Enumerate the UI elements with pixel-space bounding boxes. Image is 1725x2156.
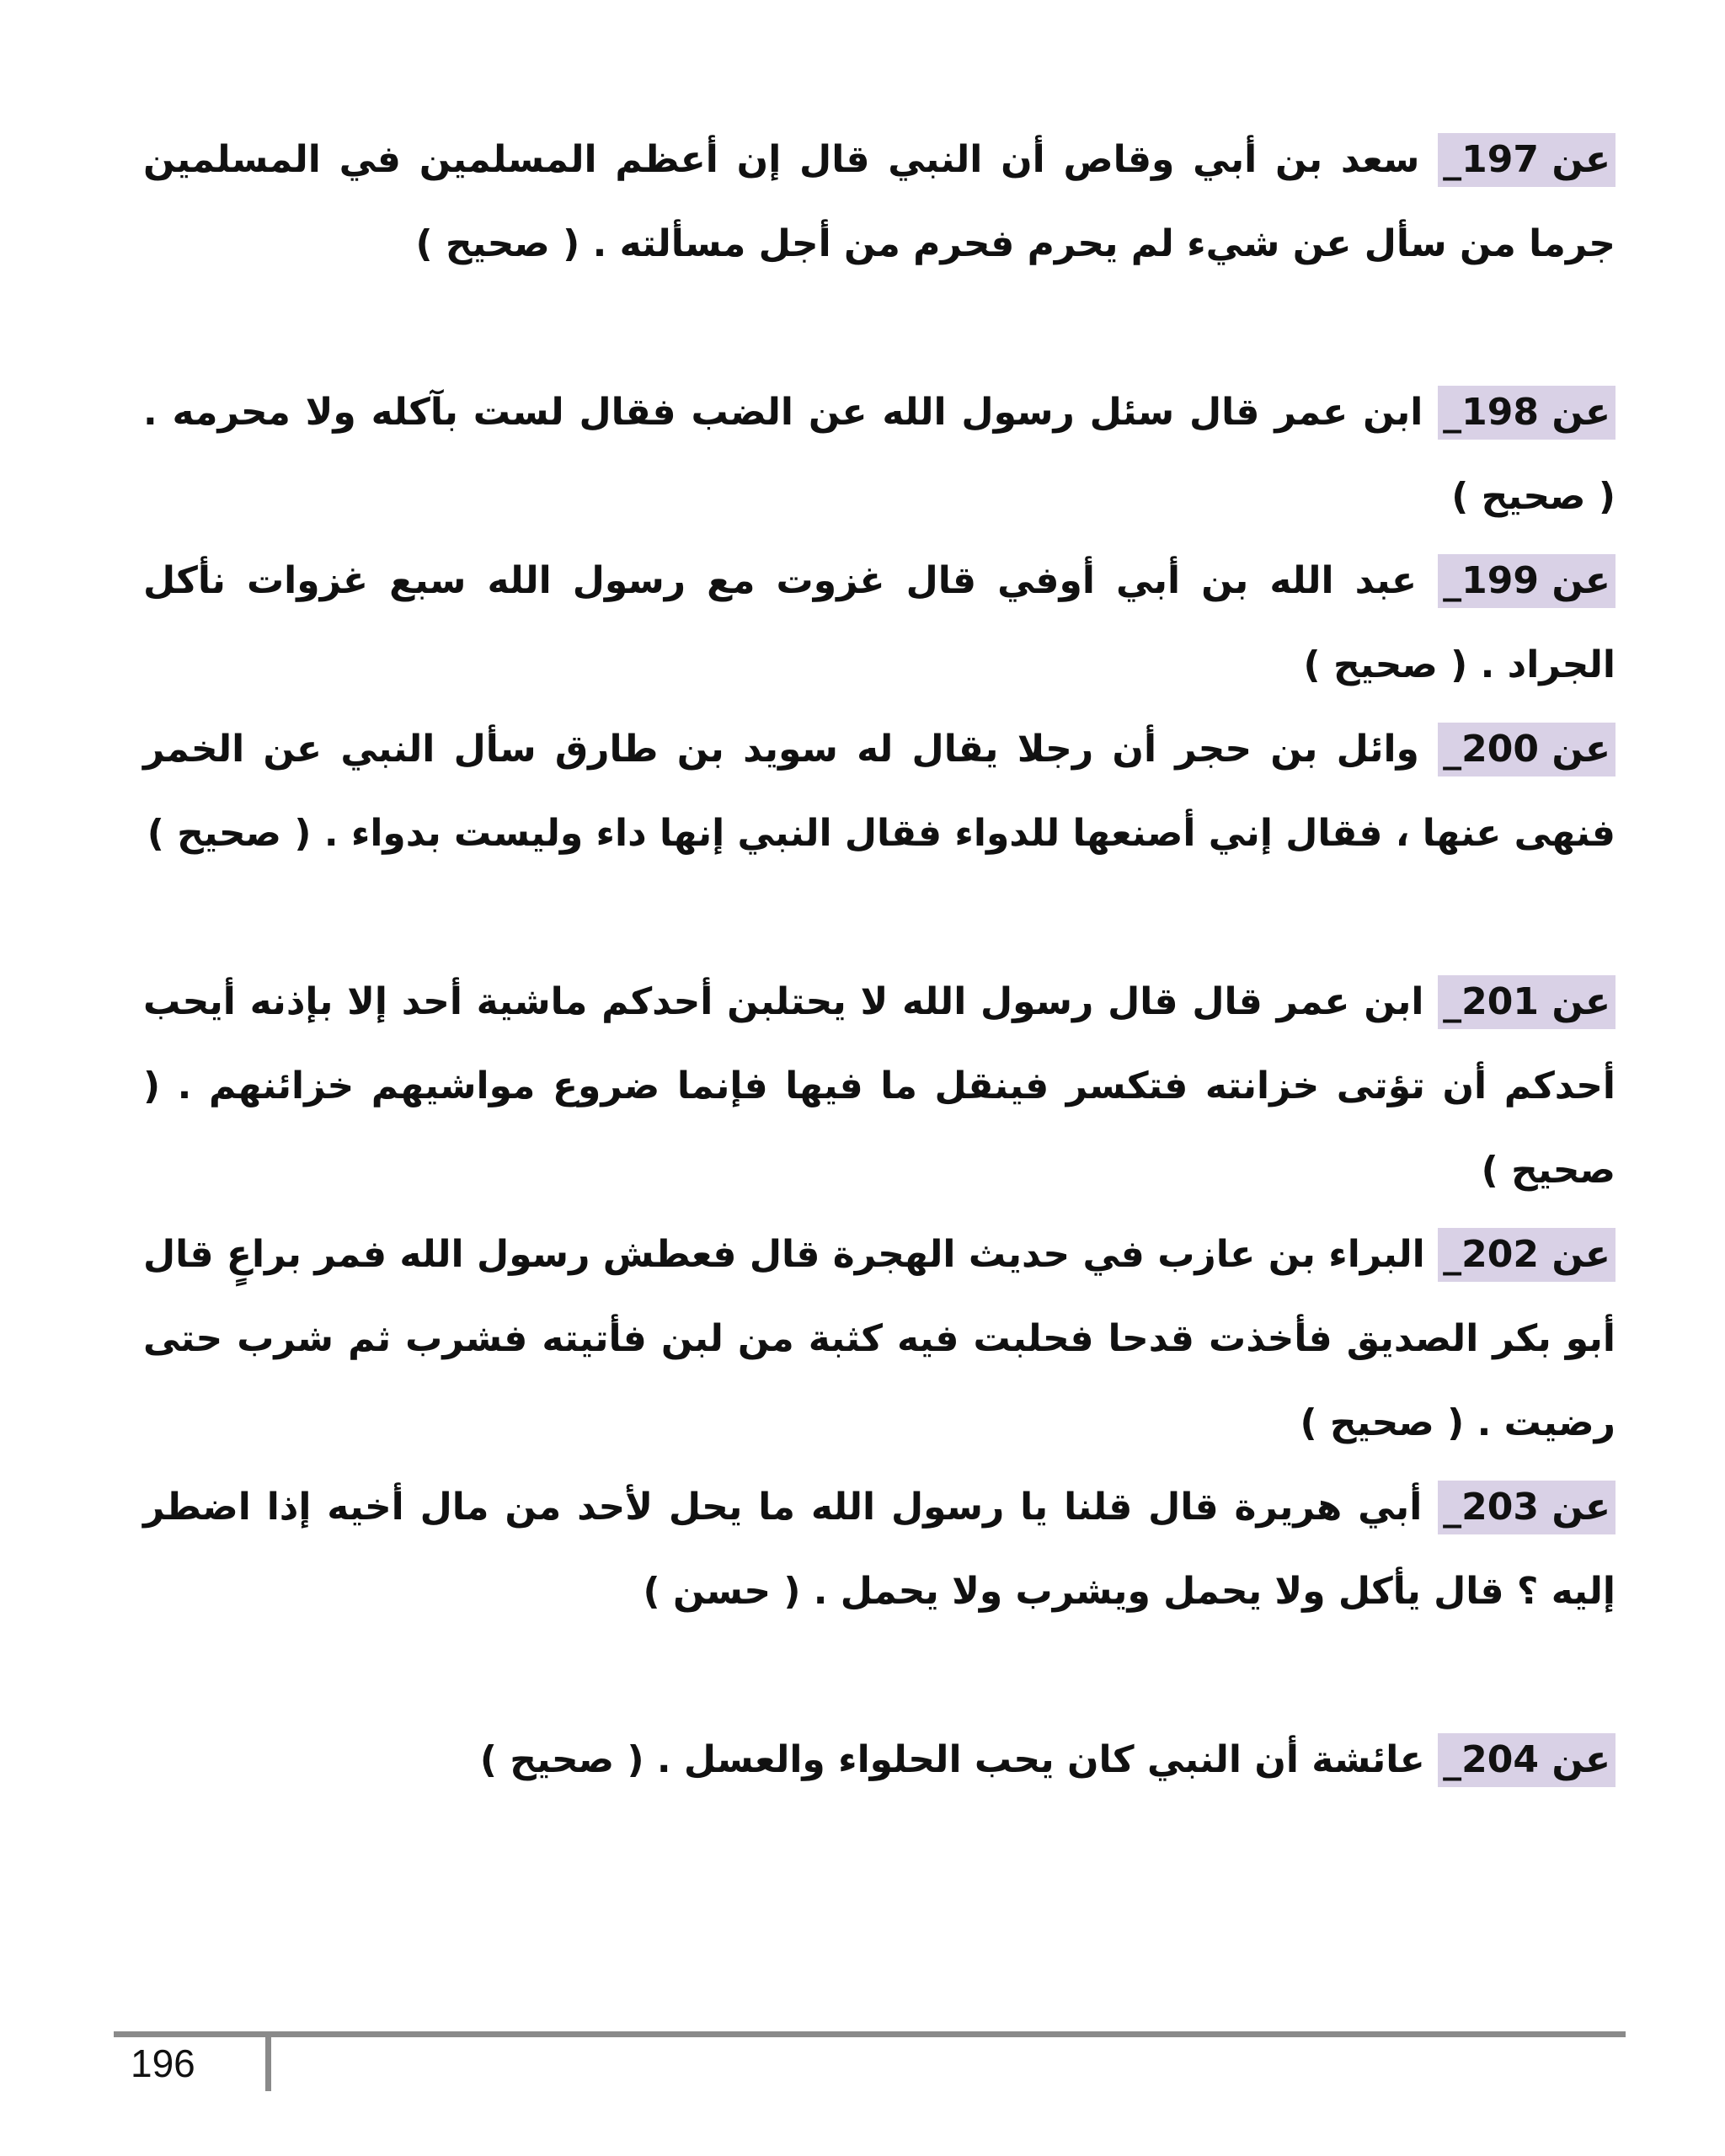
hadith-number-highlight — [1438, 975, 1616, 1029]
hadith-number-highlight — [1438, 554, 1616, 608]
hadith-198 — [143, 371, 1616, 539]
footer-divider-tick — [265, 2037, 271, 2091]
hadith-201 — [143, 960, 1616, 1213]
page-number: 196 — [131, 2041, 195, 2085]
hadith-text: سعد بن أبي وقاص أن النبي قال إن أعظم المسلمين في المسلمين جرما من سأل عن شيء لم يحرم فحرم من أجل مسألته . ( صحيح ) — [143, 138, 1616, 265]
hadith-number-highlight — [1438, 723, 1616, 776]
hadith-199 — [143, 539, 1616, 707]
hadith-text: أبي هريرة قال قلنا يا رسول الله ما يحل لأحد من مال أخيه إذا اضطر إليه ؟ قال يأكل ولا يحمل ويشرب ولا يحمل . ( حسن ) — [143, 1486, 1616, 1613]
hadith-prefix: عن — [1551, 1738, 1610, 1781]
hadith-prefix: عن — [1551, 1233, 1610, 1276]
hadith-prefix: عن — [1551, 1486, 1610, 1529]
hadith-text: عبد الله بن أبي أوفي قال غزوت مع رسول الله سبع غزوات نأكل الجراد . ( صحيح ) — [143, 559, 1616, 686]
hadith-text: ابن عمر قال قال رسول الله لا يحتلبن أحدكم ماشية أحد إلا بإذنه أيحب أحدكم أن تؤتى خزانته فتكسر فينقل ما فيها فإنما ضروع مواشيهم خزائنهم . ( صحيح ) — [143, 980, 1616, 1192]
hadith-number: 199_ — [1443, 559, 1539, 602]
hadith-prefix: عن — [1551, 559, 1610, 602]
hadith-text: البراء بن عازب في حديث الهجرة قال فعطش رسول الله فمر براعٍ قال أبو بكر الصديق فأخذت قدحا فحلبت فيه كثبة من لبن فأتيته فشرب ثم شرب حتى رضيت . ( صحيح ) — [143, 1233, 1616, 1444]
hadith-prefix: عن — [1551, 138, 1610, 181]
hadith-197 — [143, 118, 1616, 286]
hadith-prefix: عن — [1551, 391, 1610, 434]
hadith-text: عائشة أن النبي كان يحب الحلواء والعسل . ( صحيح ) — [479, 1738, 1425, 1781]
hadith-number-highlight — [1438, 1228, 1616, 1282]
hadith-prefix: عن — [1551, 980, 1610, 1023]
hadith-number: 200_ — [1443, 728, 1540, 771]
hadith-202 — [143, 1213, 1616, 1465]
hadith-204 — [143, 1718, 1616, 1802]
hadith-prefix: عن — [1551, 728, 1610, 771]
hadith-number: 204_ — [1443, 1738, 1540, 1781]
hadith-200 — [143, 707, 1616, 876]
hadith-number-highlight — [1438, 1481, 1616, 1534]
hadith-text: وائل بن حجر أن رجلا يقال له سويد بن طارق سأل النبي عن الخمر فنهى عنها ، فقال إني أصنعها للدواء فقال النبي إنها داء وليست بدواء . ( صحيح ) — [143, 728, 1616, 855]
hadith-text: ابن عمر قال سئل رسول الله عن الضب فقال لست بآكله ولا محرمه . ( صحيح ) — [143, 391, 1616, 518]
hadith-number: 198_ — [1443, 391, 1540, 434]
hadith-203 — [143, 1465, 1616, 1634]
hadith-number-highlight — [1438, 1733, 1616, 1787]
hadith-number: 197_ — [1443, 138, 1540, 181]
hadith-number: 202_ — [1443, 1233, 1539, 1276]
hadith-number-highlight — [1438, 386, 1616, 440]
footer-rule — [114, 2031, 1626, 2037]
hadith-number: 201_ — [1443, 980, 1540, 1023]
hadith-number: 203_ — [1443, 1486, 1540, 1529]
hadith-number-highlight — [1438, 133, 1616, 187]
